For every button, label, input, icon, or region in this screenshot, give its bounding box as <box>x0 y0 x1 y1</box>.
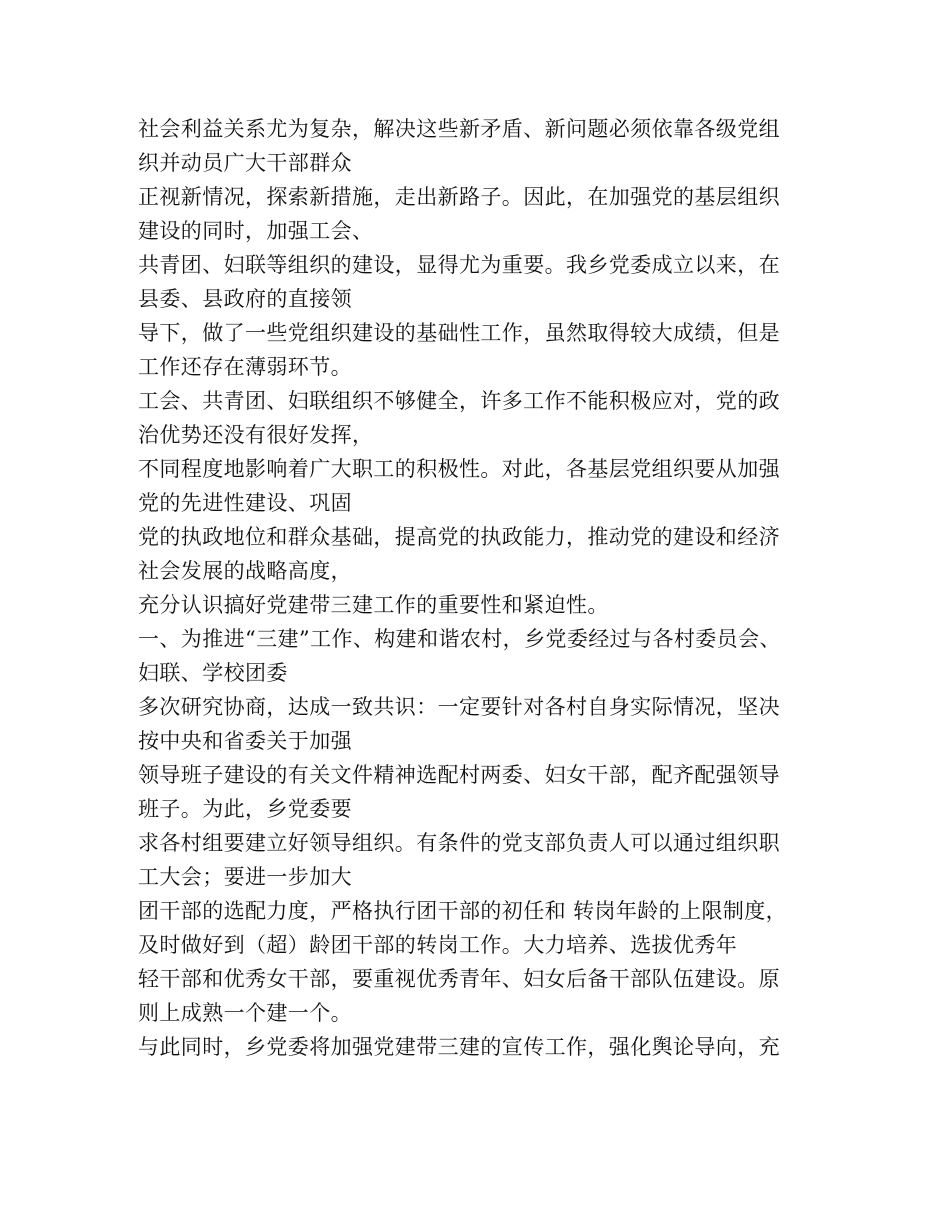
text-line: 一、为推进“三建”工作、构建和谐农村，乡党委经过与各村委员会、 <box>138 627 781 651</box>
text-line: 社会发展的战略高度， <box>138 559 352 583</box>
text-line: 不同程度地影响着广大职工的积极性。对此，各基层党组织要从加强 <box>138 457 780 481</box>
text-line: 团干部的选配力度，严格执行团干部的初任和 转岗年龄的上限制度， <box>138 899 788 923</box>
text-line: 工大会；要进一步加大 <box>138 865 352 889</box>
text-line: 工作还存在薄弱环节。 <box>138 355 352 379</box>
text-line: 工会、共青团、妇联组织不够健全，许多工作不能积极应对，党的政 <box>138 389 780 413</box>
text-line: 多次研究协商，达成一致共识：一定要针对各村自身实际情况，坚决 <box>138 695 780 719</box>
text-line: 导下，做了一些党组织建设的基础性工作，虽然取得较大成绩，但是 <box>138 321 780 345</box>
text-line: 则上成熟一个建一个。 <box>138 1001 352 1025</box>
text-line: 充分认识搞好党建带三建工作的重要性和紧迫性。 <box>138 593 609 617</box>
text-line: 织并动员广大干部群众 <box>138 151 352 175</box>
text-line: 县委、县政府的直接领 <box>138 287 352 311</box>
text-line: 及时做好到（超）龄团干部的转岗工作。大力培养、选拔优秀年 <box>138 933 738 957</box>
text-line: 社会利益关系尤为复杂，解决这些新矛盾、新问题必须依靠各级党组 <box>138 117 780 141</box>
text-line: 求各村组要建立好领导组织。有条件的党支部负责人可以通过组织职 <box>138 831 780 855</box>
text-line: 建设的同时，加强工会、 <box>138 219 374 243</box>
text-line: 妇联、学校团委 <box>138 661 288 685</box>
text-line: 党的执政地位和群众基础，提高党的执政能力，推动党的建设和经济 <box>138 525 780 549</box>
text-line: 治优势还没有很好发挥， <box>138 423 374 447</box>
text-line: 共青团、妇联等组织的建设，显得尤为重要。我乡党委成立以来，在 <box>138 253 780 277</box>
text-line: 正视新情况，探索新措施，走出新路子。因此，在加强党的基层组织 <box>138 185 780 209</box>
text-line: 与此同时，乡党委将加强党建带三建的宣传工作，强化舆论导向，充 <box>138 1035 780 1059</box>
text-line: 按中央和省委关于加强 <box>138 729 352 753</box>
text-line: 班子。为此，乡党委要 <box>138 797 352 821</box>
text-line: 领导班子建设的有关文件精神选配村两委、妇女干部，配齐配强领导 <box>138 763 780 787</box>
document-body <box>138 112 838 1064</box>
text-line: 党的先进性建设、巩固 <box>138 491 352 515</box>
text-line: 轻干部和优秀女干部，要重视优秀青年、妇女后备干部队伍建设。原 <box>138 967 780 991</box>
